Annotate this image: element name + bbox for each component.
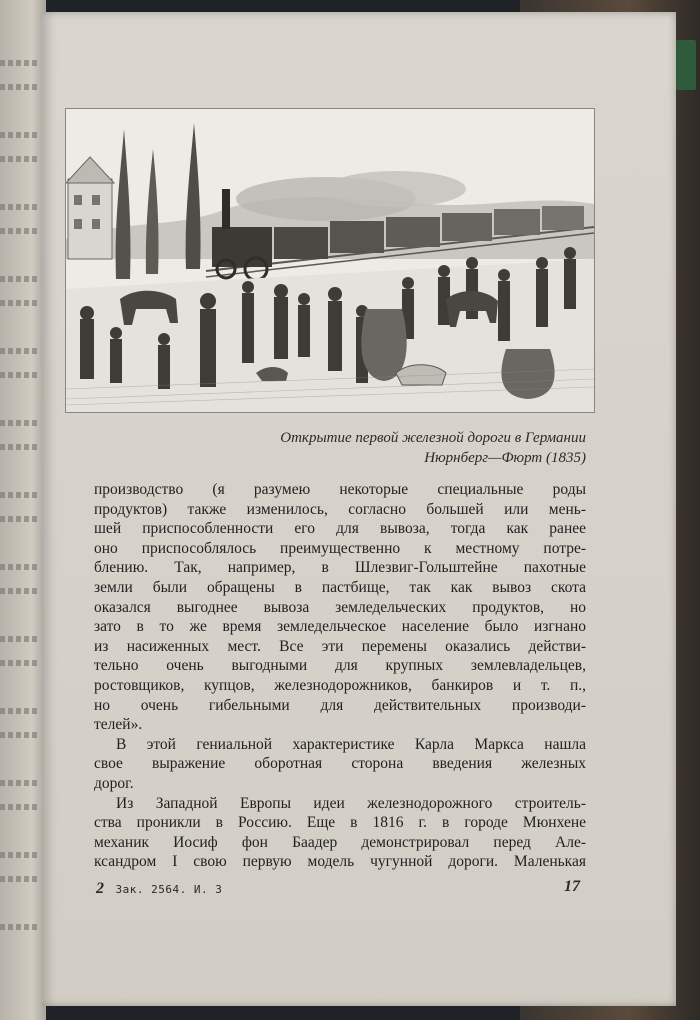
text-line: оно приспособлялось преимущественно к местному потре- xyxy=(94,539,586,557)
book-page xyxy=(42,12,676,1006)
paragraph-2 xyxy=(94,735,586,794)
text-line: ксандром I свою первую модель чугунной дороги. Маленькая xyxy=(94,853,586,871)
text-line: телей». xyxy=(94,716,143,734)
caption-line-2: Нюрнберг—Фюрт (1835) xyxy=(424,450,586,466)
print-order: Зак. 2564. И. 3 xyxy=(115,883,223,896)
text-line: земли были обращены в пастбище, так как вывоз скота xyxy=(94,578,586,596)
book-spine-label xyxy=(676,40,696,90)
text-line: оказался выгоднее вывоза земледельческих продуктов, но xyxy=(94,598,586,616)
text-line: из насиженных мест. Все эти перемены оказались действи- xyxy=(94,637,586,655)
text-line: шей приспособленности его для вывоза, тогда как ранее xyxy=(94,520,586,538)
printer-signature xyxy=(96,880,222,898)
signature-mark: 2 xyxy=(96,880,104,897)
text-line: но очень гибельными для действительных производи- xyxy=(94,696,586,714)
paragraph-1 xyxy=(94,480,586,735)
text-line: производство (я разумею некоторые специальные роды xyxy=(94,481,586,498)
paragraph-3 xyxy=(94,794,586,872)
text-line: зато в то же время земледельческое население было изгнано xyxy=(94,618,586,636)
text-line: продуктов) также изменилось, согласно большей или мень- xyxy=(94,500,586,518)
caption-line-1: Открытие первой железной дороги в Германии xyxy=(280,430,586,446)
left-page-edge xyxy=(0,0,46,1020)
text-line: механик Иосиф фон Баадер демонстрировал перед Але- xyxy=(94,833,586,851)
text-line: ства проникли в Россию. Еще в 1816 г. в городе Мюнхене xyxy=(94,814,586,832)
body-text xyxy=(94,480,586,872)
engraving-illustration xyxy=(65,108,595,413)
text-line: свое выражение оборотная сторона введения железных xyxy=(94,755,586,773)
text-line: блению. Так, например, в Шлезвиг-Гольштейне пахотные xyxy=(94,559,586,577)
text-line: тельно очень выгодными для крупных землевладельцев, xyxy=(94,657,586,675)
text-line: ростовщиков, купцов, железнодорожников, банкиров и т. п., xyxy=(94,676,586,694)
text-line: дорог. xyxy=(94,774,134,792)
text-line: В этой гениальной характеристике Карла Маркса нашла xyxy=(116,735,586,753)
page-number: 17 xyxy=(564,878,580,895)
figure-caption xyxy=(202,428,586,468)
text-line: Из Западной Европы идеи железнодорожного строитель- xyxy=(116,794,586,812)
